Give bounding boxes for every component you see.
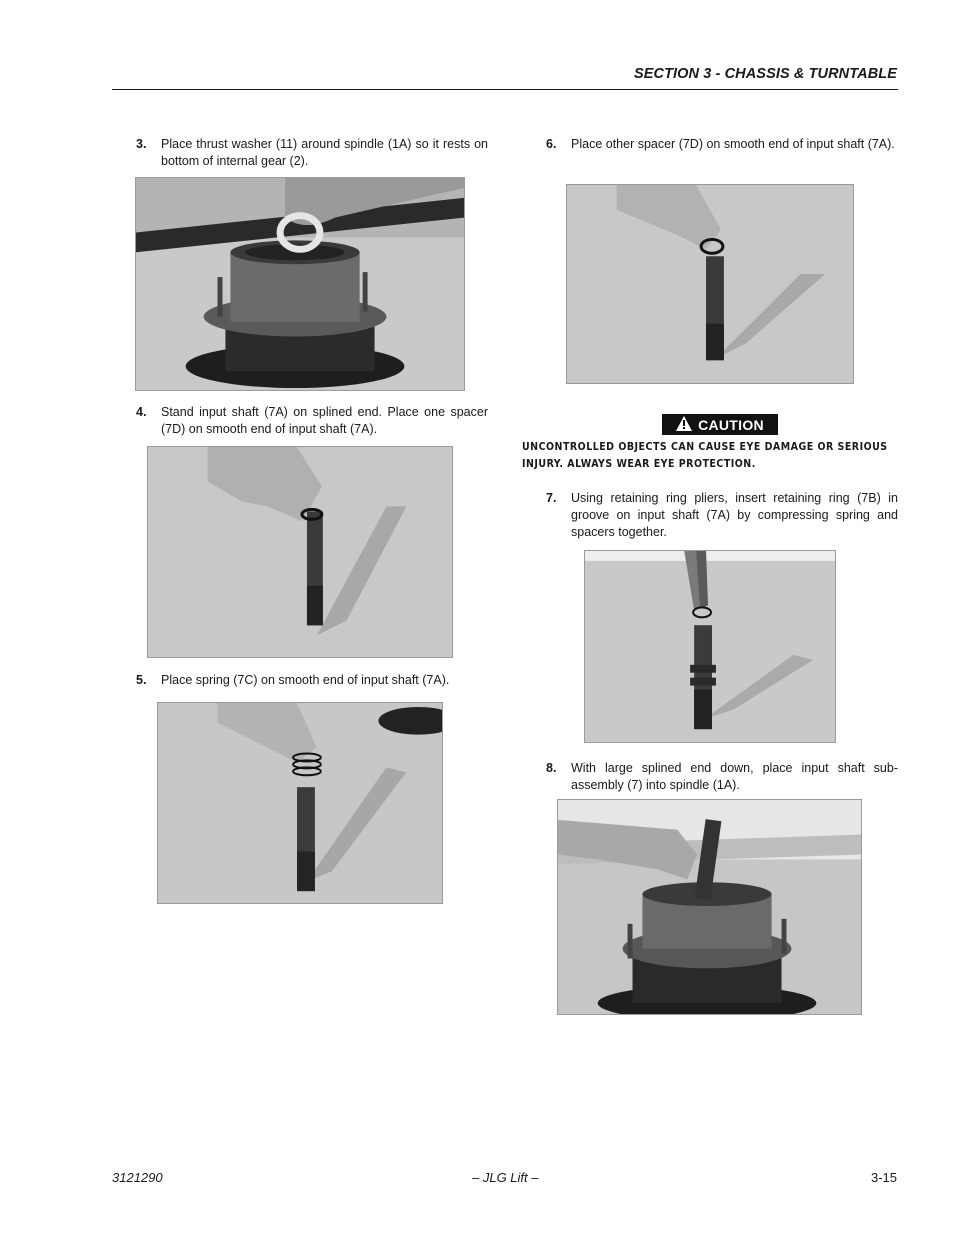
step-3 <box>136 136 488 172</box>
step-number: 3. <box>136 137 147 151</box>
photo-other-spacer <box>566 184 854 384</box>
header-divider <box>112 89 898 90</box>
section-title: SECTION 3 - CHASSIS & TURNTABLE <box>633 66 897 82</box>
page-number: 3-15 <box>870 1170 897 1185</box>
footer-center-text: – JLG Lift – <box>472 1170 539 1185</box>
photo-spacer-on-shaft <box>147 446 453 658</box>
photo-spring-on-shaft <box>157 702 443 904</box>
caution-message: UNCONTROLLED OBJECTS CAN CAUSE EYE DAMAGE OR SERIOUS INJURY. ALWAYS WEAR EYE PROTECTION. <box>522 441 888 470</box>
step-text: Place spring (7C) on smooth end of input shaft (7A). <box>161 673 450 687</box>
warning-triangle-icon <box>676 416 692 431</box>
step-number: 6. <box>546 137 557 151</box>
step-number: 7. <box>546 491 557 505</box>
step-text: Stand input shaft (7A) on splined end. Place one spacer (7D) on smooth end of input shaft (7A). <box>161 405 488 436</box>
step-number: 5. <box>136 673 147 687</box>
photo-retaining-ring <box>584 550 836 743</box>
step-text: With large splined end down, place input shaft sub-assembly (7) into spindle (1A). <box>571 761 898 792</box>
step-number: 4. <box>136 405 147 419</box>
step-text: Place other spacer (7D) on smooth end of input shaft (7A). <box>571 137 895 151</box>
caution-badge <box>662 414 778 435</box>
step-7 <box>546 490 898 544</box>
step-8 <box>546 760 898 796</box>
step-number: 8. <box>546 761 557 775</box>
step-6 <box>546 136 898 172</box>
step-5 <box>136 672 488 690</box>
step-text: Place thrust washer (11) around spindle (1A) so it rests on bottom of internal gear (2). <box>161 137 488 168</box>
step-text: Using retaining ring pliers, insert retaining ring (7B) in groove on input shaft (7A) by compressing spring and spacers together. <box>571 491 898 539</box>
photo-thrust-washer <box>135 177 465 391</box>
photo-shaft-into-spindle <box>557 799 862 1015</box>
document-number: 3121290 <box>112 1170 163 1185</box>
step-4 <box>136 404 488 440</box>
caution-label: CAUTION <box>698 416 764 433</box>
